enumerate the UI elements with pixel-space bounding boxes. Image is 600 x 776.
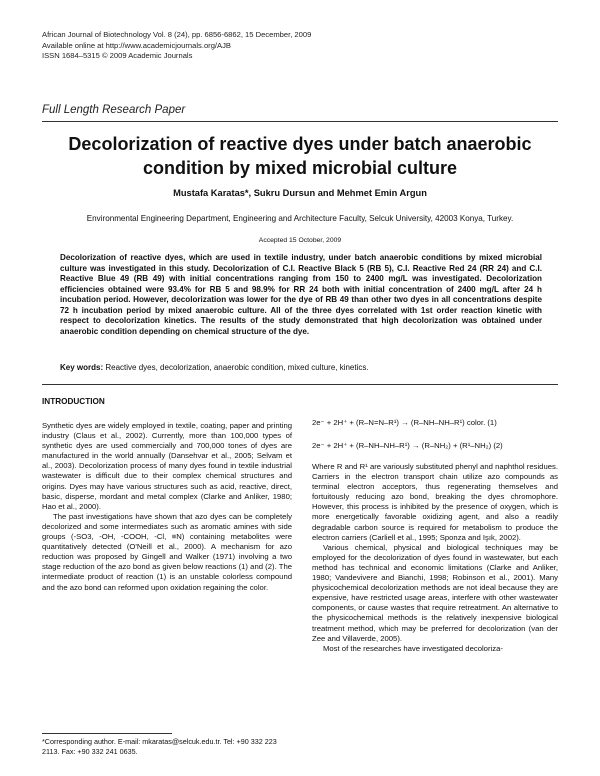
journal-header <box>42 30 311 62</box>
affiliation: Environmental Engineering Department, Engineering and Architecture Faculty, Selcuk University, 42003 Konya, Turkey. <box>86 214 514 223</box>
journal-issn: ISSN 1684–5315 © 2009 Academic Journals <box>42 51 193 60</box>
abstract-divider <box>42 384 558 385</box>
right-paragraph-1: Where R and R¹ are variously substituted phenyl and naphthol residues. Carriers in the electron transport chain utilize azo compounds as terminal electron acceptors, thus regenerating themselves and fortuitously reducing azo bond, breaking the dyes chromophore. However, this process is inhibited by the presence of oxygen, which is more energetically favorable oxidizing agent, and also a readily degradable carbon source is required for metabolism to produce the electron carriers (Carliell et al., 1995; Sponza and Işık, 2002). <box>312 462 558 542</box>
section-heading-introduction: INTRODUCTION <box>42 397 105 406</box>
title-line-2: condition by mixed microbial culture <box>142 158 458 178</box>
keywords-label: Key words: <box>60 363 104 372</box>
left-column <box>42 421 292 593</box>
keywords <box>60 363 542 373</box>
corresponding-author-footnote: *Corresponding author. E-mail: mkaratas@selcuk.edu.tr. Tel: +90 332 223 2113. Fax: +90 332 241 0635. <box>42 737 277 756</box>
right-paragraph-3: Most of the researches have investigated decoloriza- <box>323 643 503 653</box>
intro-paragraph-1: Synthetic dyes are widely employed in textile, coating, paper and printing industry (Claus et al., 2002). Currently, more than 100,000 types of synthetic dyes are used commercially and 700,000 tones of dyes are manufactured in the world annually (Dansehvar et al., 2005; Selvam et al., 2003). Decolorization process of many dyes found in textile industrial wastewater is difficult due to their complex chemical structures and origins. Dyes may have various structures such as acid, reactive, direct, basic, disperse, mordant and metal complex (Clarke and Anliker, 1980; Hao et al., 2000). <box>42 421 292 511</box>
journal-url[interactable]: Available online at http://www.academicjournals.org/AJB <box>42 40 231 50</box>
title-line-1: Decolorization of reactive dyes under batch anaerobic <box>68 134 532 154</box>
equation-1: 2e⁻ + 2H⁺ + (R–N=N–R¹) → (R–NH–NH–R¹) color. (1) <box>312 418 497 427</box>
right-paragraph-2: Various chemical, physical and biological techniques may be employed for the decolorization of dyes found in wastewater, but each method has technical and economic limitations (Clarke and Anliker, 1980; Vandevivere and Bianchi, 1998; Robinson et al., 2001). Many physicochemical decolorization methods are not ideal because they are expensive, have restricted usage areas, interfere with other wastewater components, or cause wastes that require retreatment. An alternative to the physicochemical methods is the relatively inexpensive biological treatment method, which may be preferred for decolorization (van der Zee and Villaverde, 2005). <box>312 542 558 643</box>
keywords-text: Reactive dyes, decolorization, anaerobic condition, mixed culture, kinetics. <box>105 363 369 372</box>
header-divider <box>42 121 558 122</box>
abstract: Decolorization of reactive dyes, which are used in textile industry, under batch anaerobic conditions by mixed microbial culture was investigated in this study. Decolorization of C.I. Reactive Black 5 (RB 5), C.I. Reactive Red 24 (RR 24) and C.I. Reactive Blue 49 (RB 49) with initial concentrations ranging from 150 to 2400 mg/L was investigated. Decolorization efficiencies obtained were 93.4% for RB 5 and 98.9% for RR 24 both with initial concentration of 2400 mg/L after 24 h incubation period. However, decolorization was lower for the dye of RB 49 than other two dyes in all concentrations despite 72 h incubation period by mixed anaerobic culture. All of the three dyes correlated with 1st order reaction kinetic with respect to decolorization kinetics. The results of the study demonstrated that high decolorization was obtained under anaerobic condition depending on chemical structure of the dye. <box>60 253 542 336</box>
article-type: Full Length Research Paper <box>42 104 186 116</box>
paper-title <box>40 132 560 180</box>
accepted-date: Accepted 15 October, 2009 <box>258 237 342 244</box>
journal-citation: African Journal of Biotechnology Vol. 8 (24), pp. 6856-6862, 15 December, 2009 <box>42 30 312 39</box>
intro-paragraph-2: The past investigations have shown that azo dyes can be completely decolorized and some intermediates such as aromatic amines with side groups (-SO3, -OH, -COOH, -Cl, ≡N) containing metabolites were quantitatively detected (O'Neill et al., 2000). A mechanism for azo reduction was proposed by Gingell and Walker (1971) involving a two stage reduction of the azo bond as given below reactions (1) and (2). The intermediate product of reaction (1) is an unstable colorless compound and the azo bond can reformed upon oxidation regaining the color. <box>42 511 292 592</box>
authors: Mustafa Karatas*, Sukru Dursun and Mehmet Emin Argun <box>173 188 427 198</box>
equation-2: 2e⁻ + 2H⁺ + (R–NH–NH–R¹) → (R–NH₂) + (R¹–NH₂) (2) <box>312 441 503 450</box>
footnote-divider <box>42 733 172 734</box>
right-column <box>312 462 558 654</box>
